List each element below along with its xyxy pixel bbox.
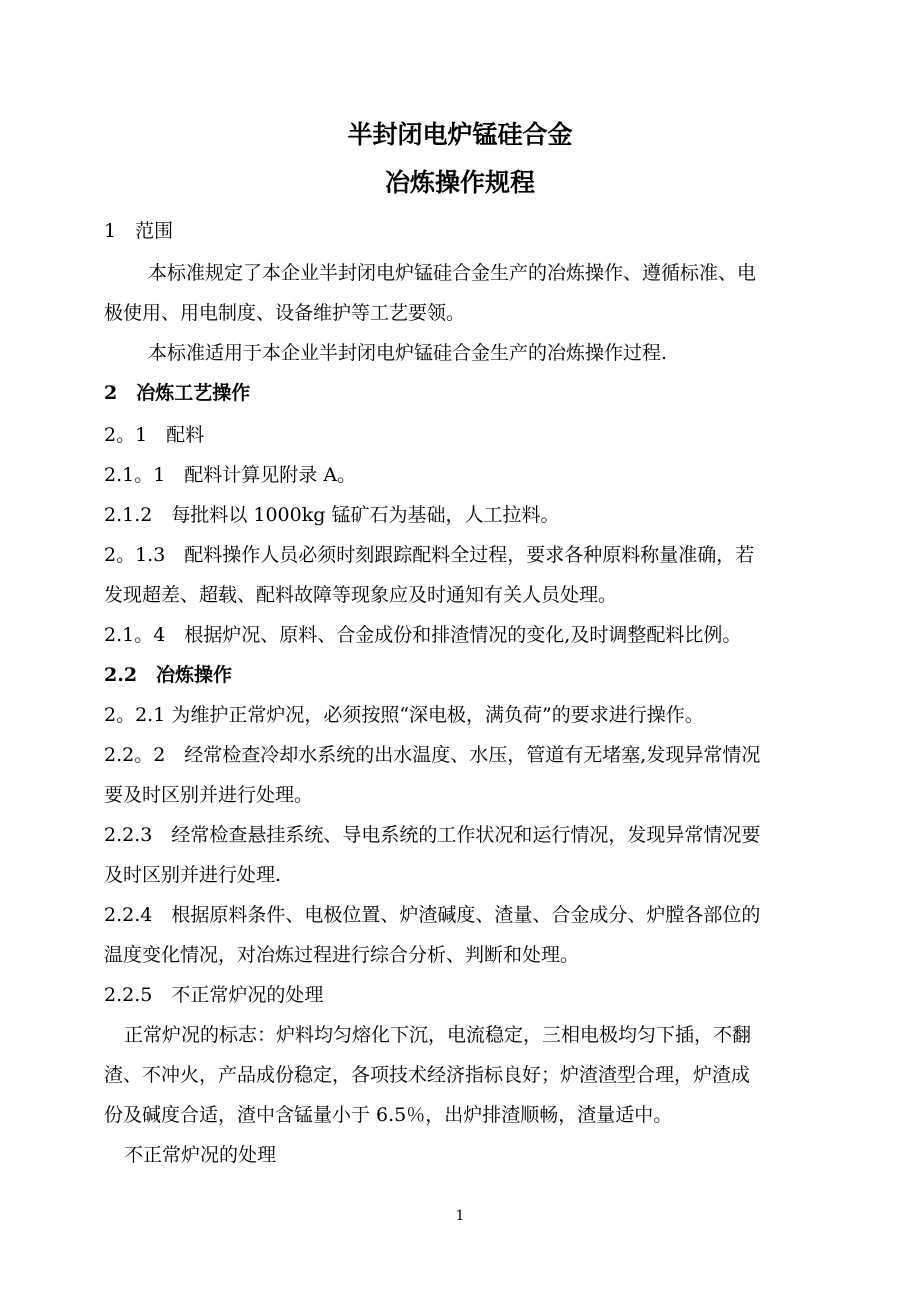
clause-2-1-4: 2.1。4 根据炉况、原料、合金成份和排渣情况的变化,及时调整配料比例。 bbox=[104, 624, 742, 646]
clause-2-2-4-line-1: 2.2.4 根据原料条件、电极位置、炉渣碱度、渣量、合金成分、炉膛各部位的 bbox=[104, 904, 761, 926]
normal-condition-line-2: 渣、不冲火，产品成份稳定，各项技术经济指标良好；炉渣渣型合理，炉渣成 bbox=[104, 1064, 751, 1086]
section-1-paragraph-1-line-2: 极使用、用电制度、设备维护等工艺要领。 bbox=[104, 302, 466, 324]
section-1-heading: 1 范围 bbox=[104, 220, 174, 242]
clause-2-2-4-line-2: 温度变化情况，对冶炼过程进行综合分析、判断和处理。 bbox=[104, 944, 580, 966]
clause-2-1-3-line-2: 发现超差、超载、配料故障等现象应及时通知有关人员处理。 bbox=[104, 584, 618, 606]
clause-2-2-1: 2。2.1 为维护正常炉况，必须按照“深电极，满负荷”的要求进行操作。 bbox=[104, 704, 704, 726]
normal-condition-line-1: 正常炉况的标志：炉料均匀熔化下沉，电流稳定，三相电极均匀下插，不翻 bbox=[124, 1024, 752, 1046]
clause-2-1-3-line-1: 2。1.3 配料操作人员必须时刻跟踪配料全过程，要求各种原料称量准确，若 bbox=[104, 544, 755, 566]
normal-condition-line-3: 份及碱度合适，渣中含锰量小于 6.5％，出炉排渣顺畅，渣量适中。 bbox=[104, 1104, 673, 1126]
section-1-paragraph-2: 本标准适用于本企业半封闭电炉锰硅合金生产的冶炼操作过程. bbox=[148, 342, 668, 364]
clause-2-2-2-line-2: 要及时区别并进行处理。 bbox=[104, 784, 314, 806]
page-number: 1 bbox=[455, 1208, 465, 1224]
document-title-line-2: 冶炼操作规程 bbox=[384, 168, 535, 197]
section-1-paragraph-1-line-1: 本标准规定了本企业半封闭电炉锰硅合金生产的冶炼操作、遵循标准、电 bbox=[148, 262, 757, 284]
abnormal-condition-heading: 不正常炉况的处理 bbox=[124, 1144, 277, 1166]
clause-2-2-3-line-2: 及时区别并进行处理. bbox=[104, 864, 282, 886]
clause-2-2-3-line-1: 2.2.3 经常检查悬挂系统、导电系统的工作状况和运行情况，发现异常情况要 bbox=[104, 824, 761, 846]
clause-2-2-5: 2.2.5 不正常炉况的处理 bbox=[104, 984, 324, 1006]
clause-2-2-2-line-1: 2.2。2 经常检查冷却水系统的出水温度、水压，管道有无堵塞,发现异常情况 bbox=[104, 744, 761, 766]
section-2-heading: 2 冶炼工艺操作 bbox=[104, 382, 251, 404]
clause-2-1-1: 2.1。1 配料计算见附录 A。 bbox=[104, 464, 357, 486]
section-2-2-heading: 2.2 冶炼操作 bbox=[104, 664, 233, 686]
section-2-1-heading: 2。1 配料 bbox=[104, 424, 205, 446]
clause-2-1-2: 2.1.2 每批料以 1000kg 锰矿石为基础，人工拉料。 bbox=[104, 504, 560, 526]
document-title-line-1: 半封闭电炉锰硅合金 bbox=[347, 120, 573, 149]
